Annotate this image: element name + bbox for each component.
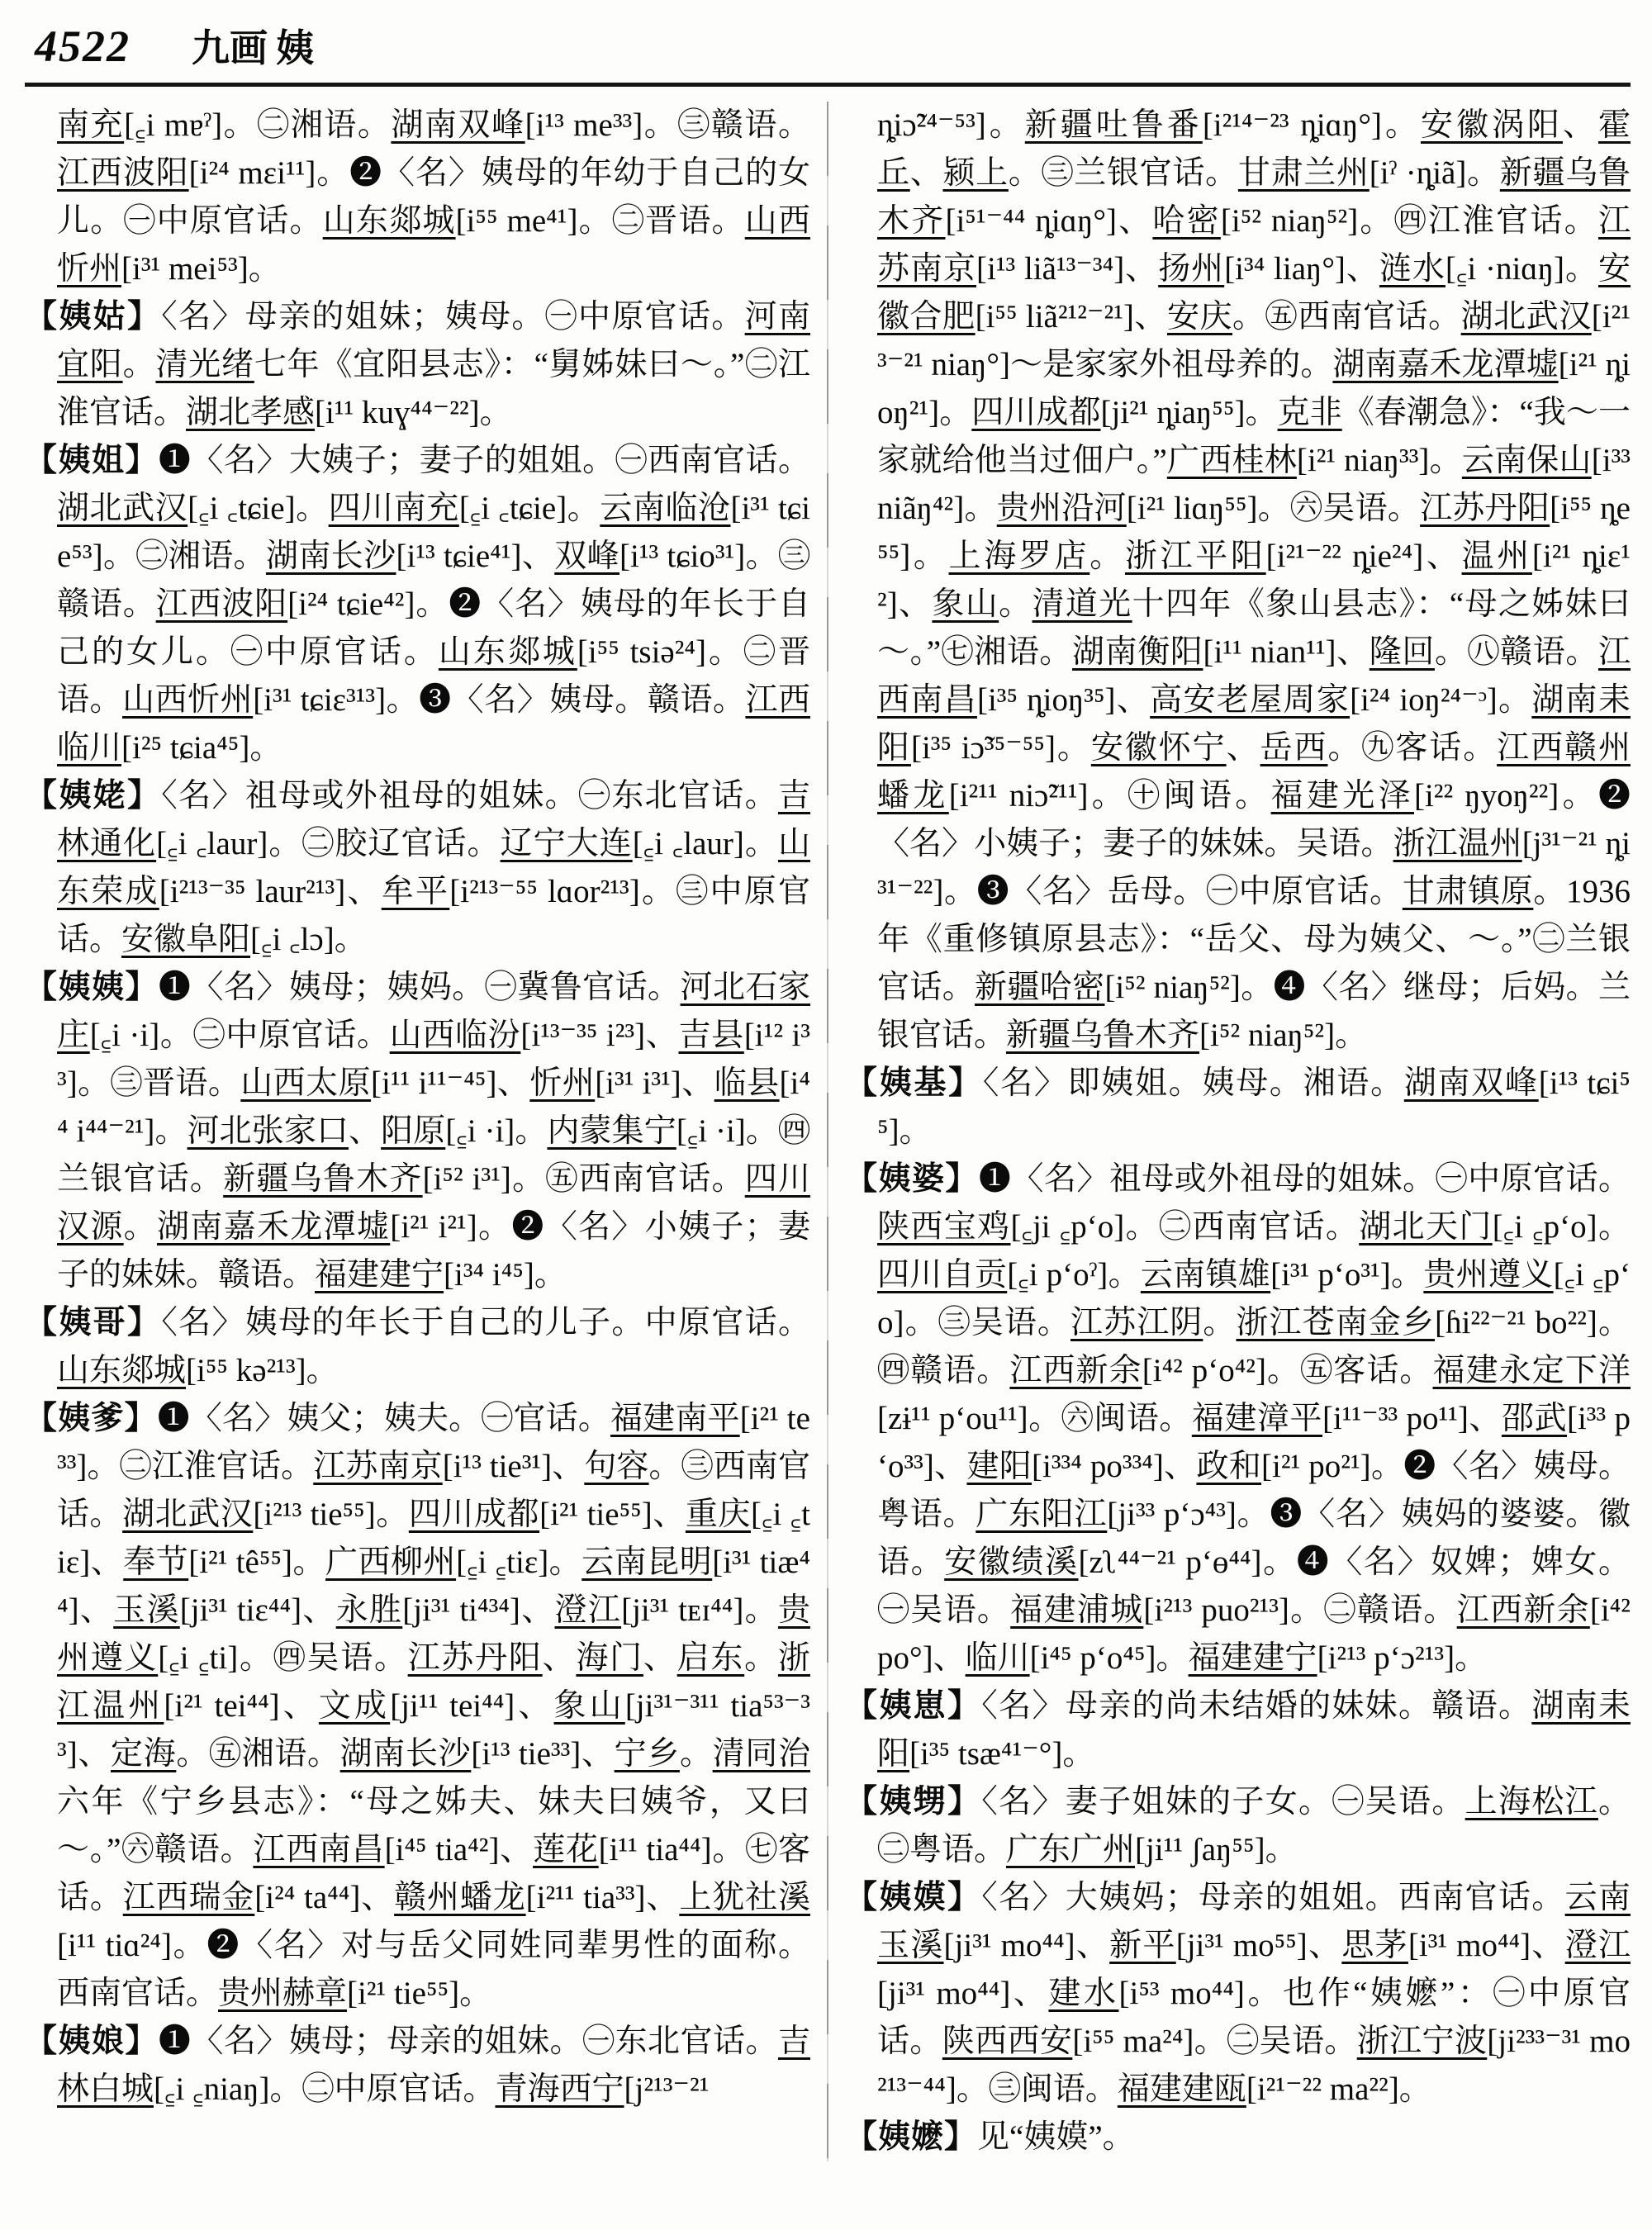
place-name: 甘肃兰州 — [1237, 155, 1370, 191]
place-name: 政和 — [1196, 1449, 1262, 1484]
place-name: 海门 — [576, 1640, 643, 1676]
place-name: 山西忻州 — [122, 682, 254, 718]
place-name: 云南临沧 — [600, 491, 731, 526]
place-name: 清道光 — [1032, 586, 1132, 622]
place-name: 江西波阳 — [57, 155, 189, 191]
place-name: 江苏丹阳 — [1420, 491, 1550, 526]
entry-headword: 【姨哥】 — [25, 1305, 162, 1340]
entry-headword: 【姨爹】 — [25, 1401, 158, 1436]
place-name: 南充 — [57, 107, 125, 143]
place-name: 湖北孝感 — [186, 395, 316, 430]
place-name: 湖南衡阳 — [1072, 634, 1203, 670]
place-name: 云南保山 — [1461, 443, 1592, 478]
dictionary-entry: 【姨婆】❶〈名〉祖母或外祖母的姐妹。㊀中原官话。陕西宝鸡[꜁ji ꜁pʻo]。㊁西南官话。湖北天门[꜁i ꜁pʻo]。四川自贡[꜁i pʻoˀ]。云南镇雄[i³¹ pʻo³¹]。贵州遵义[꜁i ꜁pʻo]。㊂吴语。江苏江阴。浙江苍南金乡[ɦi²²⁻²¹ bo²²]。㊃赣语。江西新余[i⁴² pʻo⁴²]。㊄客话。福建永定下洋[zɨ¹¹ pʻou¹¹]。㊅闽语。福建漳平[i¹¹⁻³³ po¹¹]、邵武[i³³ pʻo³³]、建阳[i³³⁴ po³³⁴]、政和[i²¹ po²¹]。❷〈名〉姨母。粤语。广东阳江[ji³³ pʻɔ⁴³]。❸〈名〉姨妈的婆婆。徽语。安徽绩溪[zʅ⁴⁴⁻²¹ pʻɵ⁴⁴]。❹〈名〉奴婢；婢女。㊀吴语。福建浦城[i²¹³ puo²¹³]。㊁赣语。江西新余[i⁴² po°]、临川[i⁴⁵ pʻo⁴⁵]。福建建宁[i²¹³ pʻɔ²¹³]。 — [845, 1161, 1631, 1676]
entry-headword: 【姨娘】 — [25, 2024, 159, 2059]
place-name: 湖南长沙 — [339, 1736, 472, 1772]
place-name: 湖南耒阳 — [877, 682, 1631, 766]
place-name: 福建光泽 — [1270, 778, 1414, 814]
place-name: 内蒙集宁 — [547, 1113, 676, 1149]
place-name: 湖南嘉禾龙潭墟 — [156, 1209, 391, 1245]
place-name: 临县 — [714, 1065, 780, 1101]
place-name: 上海罗店 — [948, 539, 1090, 574]
place-name: 临川 — [965, 1640, 1030, 1676]
place-name: 云南昆明 — [582, 1544, 713, 1580]
place-name: 安徽绩溪 — [944, 1544, 1079, 1580]
place-name: 新平 — [1109, 1928, 1176, 1963]
place-name: 吉县 — [678, 1018, 744, 1053]
place-name: 福建浦城 — [1010, 1592, 1144, 1628]
text-columns — [25, 102, 1631, 2161]
right-column — [845, 102, 1631, 2161]
dictionary-entry: 【姨姥】〈名〉祖母或外祖母的姐妹。㊀东北官话。吉林通化[꜁i ꜀laur]。㊁胶辽官话。辽宁大连[꜁i ꜀laur]。山东荣成[i²¹³⁻³⁵ laur²¹³]、牟平[i²¹³⁻⁵⁵ lɑor²¹³]。㊂中原官话。安徽阜阳[꜁i ꜀lɔ]。 — [25, 778, 810, 957]
place-name: 山西忻州 — [57, 203, 810, 287]
place-name: 玉溪 — [113, 1592, 180, 1628]
place-name: 云南玉溪 — [877, 1880, 1631, 1963]
place-name: 湖南长沙 — [265, 539, 396, 574]
place-name: 广西桂林 — [1166, 443, 1297, 478]
place-name: 江苏南京 — [877, 203, 1631, 287]
place-name: 忻州 — [529, 1065, 596, 1101]
place-name: 赣州蟠龙 — [394, 1880, 526, 1915]
entry-headword: 【姨婆】 — [845, 1161, 979, 1197]
place-name: 安徽怀宁 — [1090, 730, 1227, 766]
place-name: 安徽涡阳 — [1420, 107, 1563, 143]
place-name: 江西临川 — [57, 682, 810, 766]
entry-headword: 【姨姑】 — [25, 299, 162, 334]
place-name: 安庆 — [1166, 299, 1232, 334]
place-name: 新疆哈密 — [975, 970, 1105, 1005]
place-name: 湖北武汉 — [1460, 299, 1592, 334]
dictionary-entry: 【姨爹】❶〈名〉姨父；姨夫。㊀官话。福建南平[i²¹ te³³]。㊁江淮官话。江苏南京[i¹³ tie³¹]、句容。㊂西南官话。湖北武汉[i²¹³ tie⁵⁵]。四川成都[i²¹ tie⁵⁵]、重庆[꜁i ꜁tiɛ]、奉节[i²¹ tê⁵⁵]。广西柳州[꜁i ꜁tiɛ]。云南昆明[i³¹ tiæ⁴⁴]、玉溪[ji³¹ tiɛ⁴⁴]、永胜[ji³¹ ti⁴³⁴]、澄江[ji³¹ tᴇɪ⁴⁴]。贵州遵义[꜁i ꜁ti]。㊃吴语。江苏丹阳、海门、启东。浙江温州[i²¹ tei⁴⁴]、文成[ji¹¹ tei⁴⁴]、象山[ji³¹⁻³¹¹ tia⁵³⁻³³]、定海。㊄湘语。湖南长沙[i¹³ tie³³]、宁乡。清同治六年《宁乡县志》：“母之姊夫、妹夫曰姨爷，又曰～。”㊅赣语。江西南昌[i⁴⁵ tia⁴²]、莲花[i¹¹ tia⁴⁴]。㊆客话。江西瑞金[i²⁴ ta⁴⁴]、赣州蟠龙[i²¹¹ tia³³]、上犹社溪[i¹¹ tiɑ²⁴]。❷〈名〉对与岳父同姓同辈男性的面称。西南官话。贵州赫章[i²¹ tie⁵⁵]。 — [25, 1401, 810, 2011]
left-column — [25, 102, 810, 2161]
dictionary-entry: 【姨嬷】见“姨嫫”。 — [845, 2119, 1135, 2155]
place-name: 青海西宁 — [495, 2071, 624, 2107]
place-name: 江西赣州蟠龙 — [877, 730, 1631, 814]
place-name: 江苏江阴 — [1070, 1305, 1203, 1340]
dictionary-entry: 南充[꜁i mɐˀ]。㊁湘语。湖南双峰[i¹³ me³³]。㊂赣语。江西波阳[i²⁴ mɛi¹¹]。❷〈名〉姨母的年幼于自己的女儿。㊀中原官话。山东郯城[i⁵⁵ me⁴¹]。㊁晋语。山西忻州[i³¹ mei⁵³]。 — [57, 107, 810, 287]
place-name: 克非 — [1277, 395, 1342, 430]
dictionary-entry: 【姨甥】〈名〉妻子姐妹的子女。㊀吴语。上海松江。㊁粤语。广东广州[ji¹¹ ʃaŋ⁵⁵]。 — [845, 1784, 1631, 1867]
header-rule — [25, 83, 1631, 87]
place-name: 岳西 — [1260, 730, 1328, 766]
place-name: 贵州沿河 — [996, 491, 1127, 526]
place-name: 上犹社溪 — [679, 1880, 810, 1915]
place-name: 江西新余 — [1456, 1592, 1590, 1628]
place-name: 山东郯城 — [57, 1353, 187, 1388]
place-name: 浙江温州 — [57, 1640, 810, 1724]
place-name: 广东广州 — [1006, 1832, 1136, 1867]
section-headword: 姨 — [276, 27, 314, 69]
place-name: 扬州 — [1158, 251, 1225, 287]
dictionary-entry: ȵiɔ̃²⁴⁻⁵³]。新疆吐鲁番[i²¹⁴⁻²³ ȵiɑŋ°]。安徽涡阳、霍丘、颍上。㊂兰银官话。甘肃兰州[iˀ ·ȵiã]。新疆乌鲁木齐[i⁵¹⁻⁴⁴ ȵiɑŋ°]、哈密[i⁵² niaŋ⁵²]。㊃江淮官话。江苏南京[i¹³ liã¹³⁻³⁴]、扬州[i³⁴ liaŋ°]、涟水[꜁i ·niɑŋ]。安徽合肥[i⁵⁵ liã²¹²⁻²¹]、安庆。㊄西南官话。湖北武汉[i²¹³⁻²¹ niaŋ°]～是家家外祖母养的。湖南嘉禾龙潭墟[i²¹ ȵioŋ²¹]。四川成都[ji²¹ ȵiaŋ⁵⁵]。克非《春潮急》：“我～一家就给他当过佃户。”广西桂林[i²¹ niaŋ³³]。云南保山[i³³ niãŋ⁴²]。贵州沿河[i²¹ liɑŋ⁵⁵]。㊅吴语。江苏丹阳[i⁵⁵ ȵe⁵⁵]。上海罗店。浙江平阳[i²¹⁻²² ȵie²⁴]、温州[i²¹ ȵiɛ¹²]、象山。清道光十四年《象山县志》：“母之姊妹曰～。”㊆湘语。湖南衡阳[i¹¹ nian¹¹]、隆回。㊇赣语。江西南昌[i³⁵ ȵioŋ³⁵]、高安老屋周家[i²⁴ ioŋ²⁴⁻ᵓ]。湖南耒阳[i³⁵ iɔ̃³⁵⁻⁵⁵]。安徽怀宁、岳西。㊈客话。江西赣州蟠龙[i²¹¹ niɔ̃²¹¹]。㊉闽语。福建光泽[i²² ŋyoŋ²²]。❷〈名〉小姨子；妻子的妹妹。吴语。浙江温州[j³¹⁻²¹ ȵi³¹⁻²²]。❸〈名〉岳母。㊀中原官话。甘肃镇原。1936年《重修镇原县志》：“岳父、母为姨父、～。”㊁兰银官话。新疆哈密[i⁵² niaŋ⁵²]。❹〈名〉继母；后妈。兰银官话。新疆乌鲁木齐[i⁵² niaŋ⁵²]。 — [877, 107, 1631, 1053]
place-name: 江西南昌 — [253, 1832, 385, 1867]
place-name: 贵州赫章 — [218, 1976, 348, 2011]
place-name: 福建建瓯 — [1117, 2071, 1246, 2107]
place-name: 福建建宁 — [1188, 1640, 1317, 1676]
column-divider — [827, 102, 828, 2161]
place-name: 湖南嘉禾龙潭墟 — [1332, 347, 1559, 382]
place-name: 澄江 — [554, 1592, 622, 1628]
place-name: 江西瑞金 — [122, 1880, 255, 1915]
entry-headword: 【姨基】 — [845, 1065, 983, 1101]
place-name: 浙江宁波 — [1356, 2024, 1488, 2059]
place-name: 贵州遵义 — [1423, 1257, 1554, 1293]
place-name: 河北石家庄 — [57, 970, 810, 1053]
entry-headword: 【姨姐】 — [25, 443, 159, 478]
place-name: 江西新余 — [1009, 1353, 1142, 1388]
place-name: 湖北武汉 — [122, 1497, 254, 1532]
place-name: 广西柳州 — [325, 1544, 457, 1580]
page-number: 4522 — [35, 21, 131, 71]
entry-headword: 【姨甥】 — [845, 1784, 982, 1820]
place-name: 福建漳平 — [1191, 1401, 1322, 1436]
place-name: 哈密 — [1152, 203, 1221, 239]
place-name: 福建永定下洋 — [1432, 1353, 1631, 1388]
place-name: 陕西宝鸡 — [877, 1209, 1011, 1245]
place-name: 四川南充 — [328, 491, 459, 526]
dictionary-entry: 【姨崽】〈名〉母亲的尚未结婚的妹妹。赣语。湖南耒阳[i³⁵ tsæ⁴¹⁻°]。 — [845, 1688, 1631, 1772]
place-name: 江苏丹阳 — [407, 1640, 543, 1676]
place-name: 浙江温州 — [1393, 826, 1522, 861]
place-name: 四川自贡 — [877, 1257, 1008, 1293]
place-name: 山东郯城 — [322, 203, 456, 239]
place-name: 江西南昌 — [877, 634, 1631, 718]
place-name: 隆回 — [1369, 634, 1435, 670]
entry-headword: 【姨嫫】 — [845, 1880, 982, 1915]
place-name: 浙江苍南金乡 — [1236, 1305, 1435, 1340]
place-name: 甘肃镇原 — [1402, 874, 1534, 909]
place-name: 福建南平 — [610, 1401, 740, 1436]
place-name: 奉节 — [123, 1544, 189, 1580]
place-name: 新疆乌鲁木齐 — [223, 1161, 423, 1197]
dictionary-entry: 【姨姐】❶〈名〉大姨子；妻子的姐姐。㊀西南官话。湖北武汉[꜁i ꜀tɕie]。四川南充[꜁i ꜀tɕie]。云南临沧[i³¹ tɕie⁵³]。㊁湘语。湖南长沙[i¹³ tɕie⁴¹]、双峰[i¹³ tɕio³¹]。㊂赣语。江西波阳[i²⁴ tɕie⁴²]。❷〈名〉姨母的年长于自己的女儿。㊀中原官话。山东郯城[i⁵⁵ tsiə²⁴]。㊁晋语。山西忻州[i³¹ tɕiɛ³¹³]。❸〈名〉姨母。赣语。江西临川[i²⁵ tɕia⁴⁵]。 — [25, 443, 810, 766]
place-name: 陕西西安 — [942, 2024, 1073, 2059]
place-name: 建阳 — [966, 1449, 1032, 1484]
place-name: 湖北天门 — [1359, 1209, 1493, 1245]
place-name: 清同治 — [712, 1736, 810, 1772]
place-name: 四川成都 — [408, 1497, 540, 1532]
place-name: 安徽阜阳 — [121, 922, 251, 957]
place-name: 湖北武汉 — [57, 491, 188, 526]
dictionary-entry: 【姨基】〈名〉即姨姐。姨母。湘语。湖南双峰[i¹³ tɕi⁵⁵]。 — [845, 1065, 1631, 1149]
place-name: 双峰 — [554, 539, 620, 574]
place-name: 邵武 — [1501, 1401, 1567, 1436]
place-name: 阳原 — [381, 1113, 446, 1149]
place-name: 安徽合肥 — [877, 251, 1631, 334]
place-name: 高安老屋周家 — [1150, 682, 1351, 718]
entry-headword: 【姨姨】 — [25, 970, 159, 1005]
dictionary-entry: 【姨哥】〈名〉姨母的年长于自己的儿子。中原官话。山东郯城[i⁵⁵ kə²¹³]。 — [25, 1305, 810, 1388]
place-name: 江苏南京 — [313, 1449, 443, 1484]
place-name: 吉林通化 — [57, 778, 810, 861]
dictionary-entry: 【姨姨】❶〈名〉姨母；姨妈。㊀冀鲁官话。河北石家庄[꜁i ·i]。㊁中原官话。山西临汾[i¹³⁻³⁵ i²³]、吉县[i¹² i³³]。㊂晋语。山西太原[i¹¹ i¹¹⁻⁴⁵]、忻州[i³¹ i³¹]、临县[i⁴⁴ i⁴⁴⁻²¹]。河北张家口、阳原[꜁i ·i]。内蒙集宁[꜁i ·i]。㊃兰银官话。新疆乌鲁木齐[i⁵² i³¹]。㊄西南官话。四川汉源。湖南嘉禾龙潭墟[i²¹ i²¹]。❷〈名〉小姨子；妻子的妹妹。赣语。福建建宁[i³⁴ i⁴⁵]。 — [25, 970, 810, 1293]
place-name: 湖南耒阳 — [877, 1688, 1631, 1772]
place-name: 象山 — [932, 586, 999, 622]
place-name: 湖南双峰 — [1403, 1065, 1539, 1101]
entry-headword: 【姨嬷】 — [845, 2119, 978, 2155]
place-name: 定海 — [111, 1736, 177, 1772]
place-name: 宁乡 — [614, 1736, 680, 1772]
stroke-section-label: 九画 — [192, 27, 268, 69]
place-name: 湖南双峰 — [391, 107, 525, 143]
place-name: 象山 — [553, 1688, 625, 1724]
place-name: 上海松江 — [1464, 1784, 1598, 1820]
place-name: 山东荣成 — [57, 826, 810, 909]
dictionary-entry: 【姨娘】❶〈名〉姨母；母亲的姐妹。㊀东北官话。吉林白城[꜁i ꜁niaŋ]。㊁中原官话。青海西宁[j²¹³⁻²¹ — [25, 2024, 810, 2107]
place-name: 广东阳江 — [976, 1497, 1108, 1532]
place-name: 浙江平阳 — [1124, 539, 1266, 574]
place-name: 吉林白城 — [57, 2024, 810, 2107]
place-name: 新疆乌鲁木齐 — [877, 155, 1631, 239]
place-name: 四川成都 — [971, 395, 1101, 430]
place-name: 启东 — [676, 1640, 745, 1676]
place-name: 新疆吐鲁番 — [1024, 107, 1203, 143]
place-name: 山西临汾 — [389, 1018, 521, 1053]
place-name: 河南宜阳 — [57, 299, 810, 382]
place-name: 云南镇雄 — [1140, 1257, 1271, 1293]
place-name: 重庆 — [685, 1497, 751, 1532]
place-name: 澄江 — [1564, 1928, 1631, 1963]
dictionary-entry: 【姨嫫】〈名〉大姨妈；母亲的姐姐。西南官话。云南玉溪[ji³¹ mo⁴⁴]、新平[ji³¹ mo⁵⁵]、思茅[i³¹ mo⁴⁴]、澄江[ji³¹ mo⁴⁴]、建水[i⁵³ mo⁴⁴]。也作“姨嬷”：㊀中原官话。陕西西安[i⁵⁵ ma²⁴]。㊁吴语。浙江宁波[ji²³³⁻³¹ mo²¹³⁻⁴⁴]。㊂闽语。福建建瓯[i²¹⁻²² ma²²]。 — [845, 1880, 1631, 2107]
place-name: 永胜 — [335, 1592, 403, 1628]
place-name: 思茅 — [1341, 1928, 1408, 1963]
place-name: 莲花 — [533, 1832, 599, 1867]
entry-headword: 【姨姥】 — [25, 778, 162, 814]
place-name: 文成 — [318, 1688, 391, 1724]
place-name: 山东郯城 — [438, 634, 577, 670]
place-name: 温州 — [1461, 539, 1532, 574]
place-name: 句容 — [584, 1449, 649, 1484]
page-header — [25, 13, 1631, 81]
place-name: 涟水 — [1379, 251, 1446, 287]
place-name: 霍丘 — [877, 107, 1631, 191]
place-name: 河北张家口 — [187, 1113, 349, 1149]
place-name: 建水 — [1048, 1976, 1119, 2011]
place-name: 山西太原 — [240, 1065, 372, 1101]
place-name: 新疆乌鲁木齐 — [1006, 1018, 1200, 1053]
dictionary-entry: 【姨姑】〈名〉母亲的姐妹；姨母。㊀中原官话。河南宜阳。清光绪七年《宜阳县志》：“舅姊妹曰～。”㊁江淮官话。湖北孝感[i¹¹ kuɣ⁴⁴⁻²²]。 — [25, 299, 810, 430]
place-name: 四川汉源 — [57, 1161, 810, 1245]
place-name: 辽宁大连 — [500, 826, 633, 861]
entry-headword: 【姨崽】 — [845, 1688, 982, 1724]
place-name: 福建建宁 — [315, 1257, 444, 1293]
place-name: 颍上 — [942, 155, 1009, 191]
place-name: 清光绪 — [155, 347, 254, 382]
place-name: 贵州遵义 — [57, 1592, 810, 1676]
place-name: 江西波阳 — [155, 586, 288, 622]
place-name: 牟平 — [381, 874, 450, 909]
